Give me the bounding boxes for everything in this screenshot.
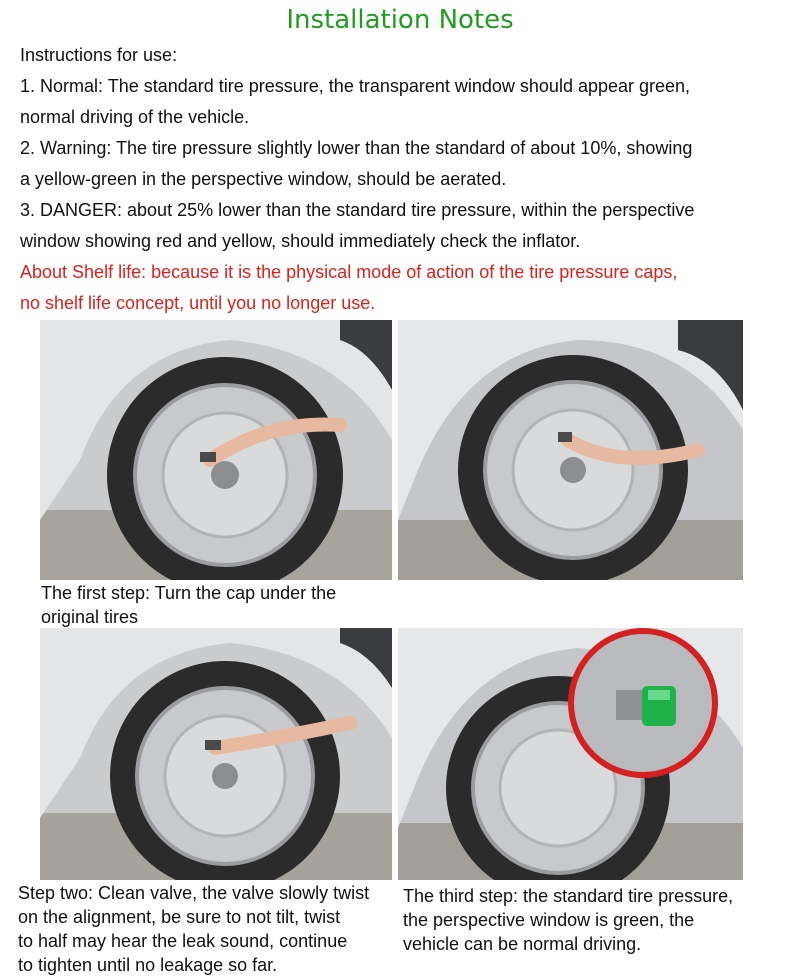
step-two-photo [40, 628, 392, 880]
instructions-block [20, 40, 790, 319]
instructions-heading: Instructions for use: [20, 45, 178, 65]
step-one-photo-closeup [398, 320, 743, 580]
instruction-danger: 3. DANGER: about 25% lower than the standard tire pressure, within the perspective [20, 200, 695, 220]
step-two-caption: Step two: Clean valve, the valve slowly twist on the alignment, be sure to not tilt, twist to half may hear the leak sound, continue to tighten until no leakage so far. [18, 883, 370, 975]
instruction-normal-cont: normal driving of the vehicle. [20, 107, 250, 127]
shelf-life-note: About Shelf life: because it is the physical mode of action of the tire pressure caps, [20, 262, 678, 282]
step-one-caption: The first step: Turn the cap under the original tires [41, 583, 337, 627]
page-title: Installation Notes [286, 5, 514, 35]
instruction-danger-cont: window showing red and yellow, should immediately check the inflator. [20, 231, 581, 251]
step-three-photo [398, 628, 743, 880]
step-three-caption: The third step: the standard tire pressure, the perspective window is green, the vehicle can be normal driving. [403, 886, 734, 954]
instruction-warning: 2. Warning: The tire pressure slightly lower than the standard of about 10%, showing [20, 138, 693, 158]
shelf-life-note-cont: no shelf life concept, until you no longer use. [20, 293, 376, 313]
instruction-normal: 1. Normal: The standard tire pressure, the transparent window should appear green, [20, 76, 691, 96]
instruction-warning-cont: a yellow-green in the perspective window, should be aerated. [20, 169, 507, 189]
step-one-photo [40, 320, 392, 580]
